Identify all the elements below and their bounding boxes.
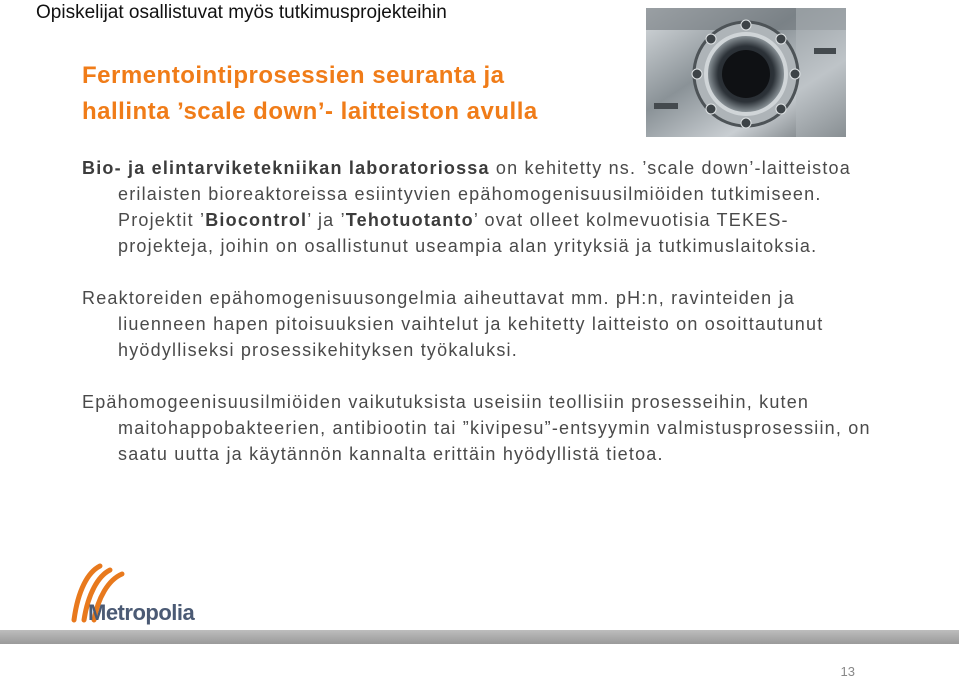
- page-number: 13: [840, 664, 855, 679]
- project-tehotuotanto: Tehotuotanto: [345, 210, 474, 230]
- paragraph-2: Reaktoreiden epähomogenisuusongelmia aiheuttavat mm. pH:n, ravinteiden ja liuenneen hapen pitoisuuksien vaihtelut ja kehitetty laitteisto on osoittautunut hyödylliseksi prosessikehityksen työkaluksi.: [82, 288, 824, 360]
- lab-name: Bio- ja elintarviketekniikan laboratoriossa: [82, 158, 490, 178]
- footer-bar: [0, 630, 959, 644]
- bioreactor-photo-image: [646, 8, 846, 137]
- paragraph-1-text-b: ’ ja ’: [307, 210, 346, 230]
- slide-title: [82, 58, 642, 130]
- paragraph-3: Epähomogeenisuusilmiöiden vaikutuksista useisiin teollisiin prosesseihin, kuten maitohappobakteerien, antibiootin tai ”kivipesu”-entsyymin valmistusprosessiin, on saatu uutta ja käytännön kannalta erittäin hyödyllistä tietoa.: [82, 392, 871, 464]
- bioreactor-photo: [646, 8, 846, 137]
- metropolia-logo-text: Metropolia: [88, 600, 195, 625]
- paragraph-1: [82, 155, 882, 259]
- project-biocontrol: Biocontrol: [205, 210, 308, 230]
- title-line-1: Fermentointiprosessien seuranta ja: [82, 62, 505, 89]
- paragraph-1-text-a: on kehitetty ns. ’scale down’-laitteistoa erilaisten bioreaktoreissa esiintyvien epähomogenisuusilmiöiden tutkimiseen. Projektit ’: [118, 158, 851, 230]
- paragraph-1-text-c: ’ ovat olleet kolmevuotisia TEKES-projekteja, joihin on osallistunut useampia alan yrityksiä ja tutkimuslaitoksia.: [118, 210, 818, 256]
- body-text: [82, 155, 882, 493]
- slide-header: Opiskelijat osallistuvat myös tutkimusprojekteihin: [36, 2, 447, 23]
- title-line-2: hallinta ’scale down’- laitteiston avulla: [82, 98, 538, 125]
